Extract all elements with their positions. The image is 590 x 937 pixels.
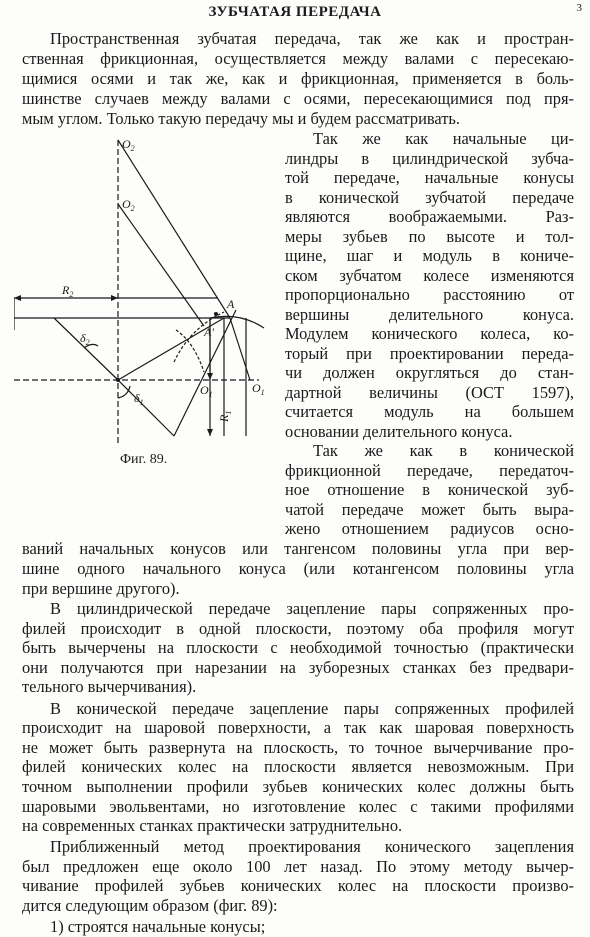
side-text-line: жено отношением радиусов осно- — [285, 519, 574, 538]
body-line: В цилиндрической передаче зацепление пары сопряженных про- — [50, 599, 574, 618]
label-r2: $R_2$ — [62, 283, 74, 299]
body-line: они получаются при нарезании на зуборезных станках без предвари- — [22, 657, 574, 677]
side-text-line: пропорционально расстоянию от — [285, 285, 574, 304]
body-line: Приближенный метод проектирования конического зацепления — [50, 837, 574, 857]
body-line: шаровыми эвольвентами, но изготовление колес с такими профилями — [22, 796, 574, 816]
side-text-line: в конической зубчатой передаче — [285, 187, 574, 207]
side-text-line: основании делительного конуса. — [285, 421, 513, 441]
list-item: 1) строятся начальные конусы; — [50, 917, 266, 937]
intro-line: щимися осями и так же, как и фрикционная, применяется в боль- — [22, 69, 574, 88]
page-title: ЗУБЧАТАЯ ПЕРЕДАЧА — [208, 4, 382, 20]
label-o1-prime: $O_1$ — [200, 383, 213, 399]
side-text-line: Модулем конического колеса, ко- — [285, 324, 574, 343]
body-line: происходит на шаровой поверхности, а так как шаровая поверхность — [22, 718, 574, 738]
figure-caption: Фиг. 89. — [120, 452, 168, 467]
side-text-line: чатой передаче может быть выра- — [285, 499, 574, 519]
body-line: был предложен еще около 100 лет назад. По этому методу вычер- — [22, 856, 574, 876]
body-line: шине одного начального конуса (или котангенсом половины угла — [22, 559, 574, 578]
body-line: ваний начальных конусов или тангенсом половины угла при вер- — [22, 539, 574, 558]
label-o2: $O_2$ — [122, 137, 135, 153]
side-text-line: линдры в цилиндрической зубча- — [285, 148, 574, 168]
body-line: тельного вычерчивания). — [22, 677, 197, 697]
intro-line: мым углом. Только такую передачу мы и будем рассматривать. — [22, 109, 460, 128]
figure-89-diagram — [14, 132, 272, 444]
body-line: дится следующим образом (фиг. 89): — [22, 896, 278, 915]
body-line: быть вычерчены на плоскости с необходимой точностью (практически — [22, 638, 574, 658]
label-delta1: $\delta_1$ — [134, 391, 144, 407]
side-text-line: Так же как в конической — [313, 441, 574, 460]
side-text-line: считается модуль на большем — [285, 402, 574, 421]
label-a: A — [227, 297, 235, 311]
body-line: чивание профилей зубьев конических колес на плоскости произво- — [22, 876, 574, 896]
body-line: при вершине другого). — [22, 579, 180, 598]
side-text-line: фрикционной передаче, передаточ- — [285, 460, 574, 480]
side-text-line: меры зубьев по высоте и тол- — [285, 226, 574, 246]
side-text-line: чи должен округляться до стан- — [285, 363, 574, 382]
label-delta2: $\delta_2$ — [80, 331, 90, 347]
side-text-line: ное отношение в конической зуб- — [285, 480, 574, 499]
side-text-line: дартной величины (ОСТ 1597), — [285, 382, 574, 402]
side-text-line: вершины делительного конуса. — [285, 304, 574, 324]
side-text-line: щине, шаг и модуль в кониче- — [285, 246, 574, 265]
body-line: точном выполнении профили зубьев конических колес должны быть — [22, 776, 574, 796]
intro-line: Пространственная зубчатая передача, так же как и простран- — [50, 29, 574, 48]
body-line: филей конических колес на плоскости является невозможным. При — [22, 757, 574, 777]
side-text-line: той передаче, начальные конусы — [285, 168, 574, 187]
side-text-line: торый при проектировании переда- — [285, 343, 574, 363]
label-r1: $R_1$ — [217, 410, 233, 422]
side-text-line: ском зубчатом колесе изменяются — [285, 265, 574, 285]
body-line: филей происходит в одной плоскости, поэтому оба профиля могут — [22, 618, 574, 638]
body-line: не может быть развернута на плоскость, то точное вычерчивание про- — [22, 737, 574, 757]
page-number: 3 — [576, 2, 582, 14]
intro-line: шинстве случаев между валами с осями, пересекающимися под пря- — [22, 89, 574, 108]
label-a-prime: A' — [204, 325, 214, 339]
side-text-line: Так же как начальные ци- — [313, 129, 574, 148]
label-o1: $O_1$ — [252, 381, 265, 397]
side-text-line: являются воображаемыми. Раз- — [285, 207, 574, 226]
body-line: на современных станках практически затруднительно. — [22, 816, 403, 836]
label-o2-prime: $O_2$ — [122, 197, 135, 213]
body-line: В конической передаче зацепление пары сопряженных профилей — [50, 698, 574, 718]
intro-line: ственная фрикционная, осуществляется между валами с пересекаю- — [22, 49, 574, 68]
